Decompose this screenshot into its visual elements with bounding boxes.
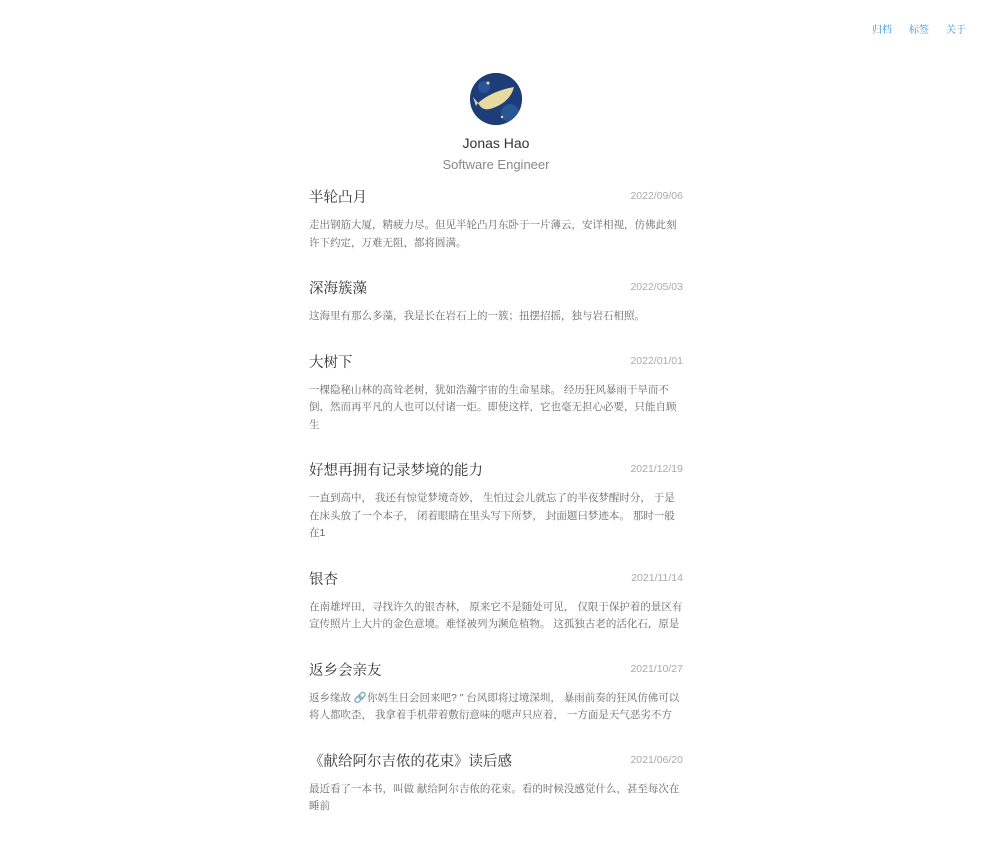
- profile-name: Jonas Hao: [462, 135, 530, 151]
- post-list: [309, 188, 683, 843]
- nav-about-link[interactable]: 关于: [946, 25, 966, 36]
- post-item: [309, 353, 683, 435]
- post-date: 2022/05/03: [630, 281, 683, 293]
- post-excerpt: 在南雄坪田，寻找许久的银杏林， 原来它不是随处可见， 仅限于保护着的景区有宣传照片上大片的金色意境。难怪被列为濒危植物。 这孤独古老的活化石，原是: [309, 600, 683, 630]
- post-date: 2021/06/20: [630, 753, 683, 766]
- post-header: [309, 279, 683, 299]
- post-title-link[interactable]: 半轮凸月: [309, 190, 367, 206]
- post-excerpt: 一直到高中， 我还有惊觉梦境奇妙， 生怕过会儿就忘了的半夜梦醒时分， 于是在床头放了一个本子， 闭着眼睛在里头写下所梦， 封面题曰梦迹本。 那时一般在1: [309, 492, 675, 539]
- post-title-link[interactable]: 返乡会亲友: [309, 662, 382, 679]
- nav-archive-link[interactable]: 归档: [872, 25, 892, 36]
- post-excerpt: 最近看了一本书，叫做 献给阿尔吉侬的花束。看的时候没感觉什么，甚至每次在睡前: [309, 782, 680, 812]
- post-header: [309, 661, 683, 681]
- post-date: 2022/09/06: [630, 190, 683, 202]
- post-excerpt: 走出钢筋大厦，精疲力尽。但见半轮凸月东卧于一片薄云，安详相视，仿佛此刻许下约定，万难无阻，都将圆满。: [309, 219, 677, 249]
- post-excerpt: 返乡缘故 🔗你妈生日会回来吧? " 台风即将过境深圳， 暴雨前奏的狂风仿佛可以将人都吹歪， 我拿着手机带着敷衍意味的嗯声只应着， 一方面是天气恶劣不方: [309, 691, 680, 721]
- post-title-link[interactable]: 深海簇藻: [309, 281, 367, 297]
- post-item: [309, 661, 683, 725]
- post-header: [309, 570, 683, 590]
- post-excerpt: 这海里有那么多藻，我是长在岩石上的一簇；扭摆招摇，独与岩石相照。: [309, 310, 645, 322]
- post-title-link[interactable]: 《献给阿尔吉侬的花束》读后感: [309, 753, 512, 770]
- post-title-link[interactable]: 好想再拥有记录梦境的能力: [309, 463, 483, 479]
- post-item: [309, 752, 683, 816]
- post-title-link[interactable]: 大树下: [309, 354, 353, 371]
- post-date: 2021/11/14: [631, 571, 683, 584]
- post-title-link[interactable]: 银杏: [309, 571, 338, 588]
- post-item: [309, 188, 683, 252]
- nav-tags-link[interactable]: 标签: [909, 25, 929, 36]
- post-item: [309, 279, 683, 326]
- post-item: [309, 461, 683, 543]
- avatar: [470, 73, 522, 125]
- post-header: [309, 353, 683, 373]
- post-header: [309, 752, 683, 772]
- post-date: 2022/01/01: [630, 354, 683, 367]
- post-header: [309, 188, 683, 208]
- post-date: 2021/12/19: [630, 463, 683, 475]
- profile-role: Software Engineer: [442, 157, 550, 172]
- post-header: [309, 461, 683, 481]
- profile: [0, 73, 992, 172]
- post-date: 2021/10/27: [630, 662, 683, 675]
- post-excerpt: 一棵隐秘山林的高耸老树，犹如浩瀚宇宙的生命星球。 经历狂风暴雨干旱而不倒，然而再平凡的人也可以付诸一炬。即使这样，它也毫无担心必要，只能自顾生: [309, 383, 677, 431]
- post-item: [309, 570, 683, 634]
- top-nav: [872, 21, 966, 36]
